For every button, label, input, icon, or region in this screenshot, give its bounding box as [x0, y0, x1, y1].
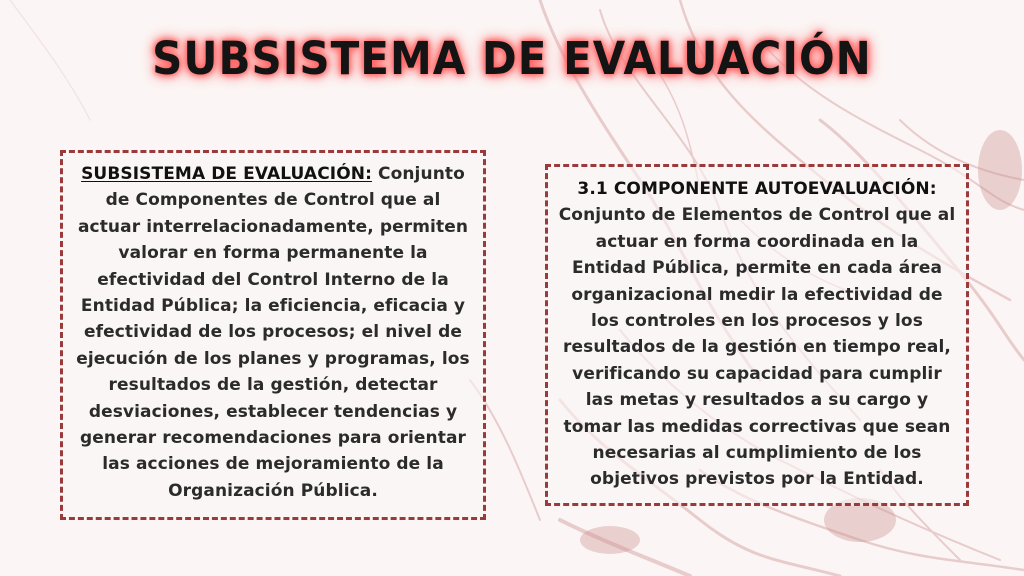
- subsystem-definition-text: Conjunto de Componentes de Control que al actuar interrelacionadamente, permiten valorar en forma permanente la efectividad del Control Interno de la Entidad Pública; la eficiencia, eficacia y efectividad de los procesos; el nivel de ejecución de los planes y programas, los resultados de la gestión, detectar desviaciones, establecer tendencias y generar recomendaciones para orientar las acciones de mejoramiento de la Organización Pública.: [76, 164, 470, 501]
- subsystem-definition-heading: SUBSISTEMA DE EVALUACIÓN:: [81, 164, 372, 184]
- self-assessment-heading: 3.1 COMPONENTE AUTOEVALUACIÓN:: [577, 179, 937, 199]
- self-assessment-text: Conjunto de Elementos de Control que al actuar en forma coordinada en la Entidad Pública, permite en cada área organizacional medir la efectividad de los controles en los procesos y los resultados de la gestión en tiempo real, verificando su capacidad para cumplir las metas y resultados a su cargo y tomar las medidas correctivas que sean necesarias al cumplimiento de los objetivos previstos por la Entidad.: [558, 205, 956, 490]
- page-title: SUBSISTEMA DE EVALUACIÓN: [152, 32, 872, 85]
- subsystem-definition-card: [60, 150, 486, 520]
- self-assessment-component-card: [545, 164, 969, 506]
